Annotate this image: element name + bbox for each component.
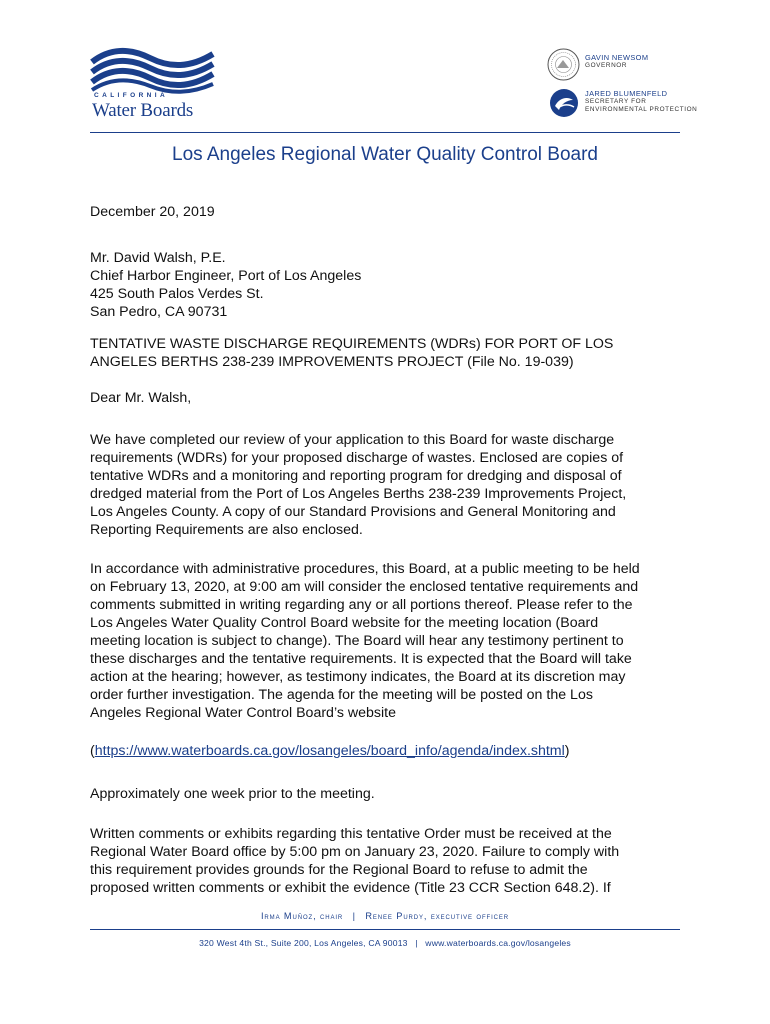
salutation xyxy=(90,389,690,407)
paragraph-line: Regional Water Board office by 5:00 pm on January 23, 2020. Failure to comply with xyxy=(90,844,620,860)
paragraph-2 xyxy=(90,560,690,722)
logo-name-text: Water Boards xyxy=(92,100,194,121)
paragraph-line: Approximately one week prior to the meeting. xyxy=(90,786,375,802)
address-line: Mr. David Walsh, P.E. xyxy=(90,250,226,266)
footer-leadership xyxy=(0,911,770,921)
subject-text: ANGELES BERTHS 238-239 IMPROVEMENTS PROJECT (File No. 19-039) xyxy=(90,354,574,370)
paragraph-4 xyxy=(90,825,690,897)
paragraph-line: proposed written comments or exhibit the evidence (Title 23 CCR Section 648.2). If xyxy=(90,880,611,896)
paragraph-line: tentative WDRs and a monitoring and reporting program for dredging and disposal of xyxy=(90,468,622,484)
link-paragraph xyxy=(90,742,690,760)
paragraph-line: Written comments or exhibits regarding this tentative Order must be received at the xyxy=(90,826,612,842)
calepa-logo-icon xyxy=(549,88,579,118)
chair-text: Irma Muñoz, chair xyxy=(260,911,344,921)
governor-title: GOVERNOR xyxy=(585,62,628,69)
paragraph-line: requirements (WDRs) for your proposed discharge of wastes. Enclosed are copies of xyxy=(90,450,624,466)
waves-logo-icon xyxy=(90,44,215,94)
footer-address xyxy=(0,938,770,948)
website-text[interactable]: www.waterboards.ca.gov/losangeles xyxy=(425,938,571,948)
governor-name: GAVIN NEWSOM xyxy=(585,53,649,62)
paragraph-1 xyxy=(90,431,690,539)
paragraph-line: on February 13, 2020, at 9:00 am will consider the enclosed tentative requirements and xyxy=(90,579,639,595)
paragraph-3 xyxy=(90,785,690,803)
footer-divider xyxy=(90,929,680,930)
governor-block xyxy=(585,54,648,70)
website-link-line xyxy=(90,742,690,760)
secretary-name: JARED BLUMENFELD xyxy=(585,89,668,98)
officer-text: Renee Purdy, executive officer xyxy=(365,911,510,921)
recipient-address xyxy=(90,249,690,321)
paragraph-line: this requirement provides grounds for the Regional Board to refuse to admit the xyxy=(90,862,588,878)
paragraph-line: Los Angeles County. A copy of our Standard Provisions and General Monitoring and xyxy=(90,504,616,520)
address-line: 425 South Palos Verdes St. xyxy=(90,286,264,302)
state-seal-icon xyxy=(547,48,580,81)
letter-date xyxy=(90,203,690,221)
subject-text: TENTATIVE WASTE DISCHARGE REQUIREMENTS (WDRs) FOR PORT OF LOS xyxy=(90,336,614,352)
subject-line xyxy=(90,335,690,371)
officials-block xyxy=(545,46,698,126)
header-divider xyxy=(90,132,680,133)
paragraph-line: In accordance with administrative procedures, this Board, at a public meeting to be held xyxy=(90,561,640,577)
paragraph-line: comments submitted in writing regarding any or all portions thereof. Please refer to the xyxy=(90,597,633,613)
footer-separator: | xyxy=(352,911,356,921)
address-line: San Pedro, CA 90731 xyxy=(90,304,228,320)
paragraph-line: these discharges and the tentative requirements. It is expected that the Board will take xyxy=(90,651,632,667)
salutation-text: Dear Mr. Walsh, xyxy=(90,390,192,406)
address-text: 320 West 4th St., Suite 200, Los Angeles, CA 90013 xyxy=(199,938,408,948)
logo-california-text: CALIFORNIA xyxy=(94,92,169,99)
secretary-title-1: SECRETARY FOR xyxy=(585,98,647,105)
paragraph-line: Reporting Requirements are also enclosed. xyxy=(90,522,363,538)
paragraph-line: Angeles Regional Water Control Board’s website xyxy=(90,705,396,721)
link-close-paren: ) xyxy=(564,743,570,759)
footer-separator: | xyxy=(415,938,418,948)
paragraph-line: action at the hearing; however, as testimony indicates, the Board at its discretion may xyxy=(90,669,626,685)
paragraph-line: We have completed our review of your application to this Board for waste discharge xyxy=(90,432,615,448)
board-title: Los Angeles Regional Water Quality Control Board xyxy=(172,144,598,165)
agenda-link[interactable]: https://www.waterboards.ca.gov/losangeles/board_info/agenda/index.shtml xyxy=(94,743,565,759)
secretary-block xyxy=(585,90,697,114)
paragraph-line: order further investigation. The agenda for the meeting will be posted on the Los xyxy=(90,687,593,703)
water-boards-logo xyxy=(90,44,220,122)
date-text: December 20, 2019 xyxy=(90,204,215,220)
secretary-title-2: ENVIRONMENTAL PROTECTION xyxy=(585,106,698,113)
address-line: Chief Harbor Engineer, Port of Los Angeles xyxy=(90,268,362,284)
paragraph-line: meeting location is subject to change). The Board will hear any testimony pertinent to xyxy=(90,633,624,649)
link-open-paren: ( xyxy=(90,743,95,759)
paragraph-line: Los Angeles Water Quality Control Board website for the meeting location (Board xyxy=(90,615,599,631)
paragraph-line: dredged material from the Port of Los Angeles Berths 238-239 Improvements Project, xyxy=(90,486,627,502)
